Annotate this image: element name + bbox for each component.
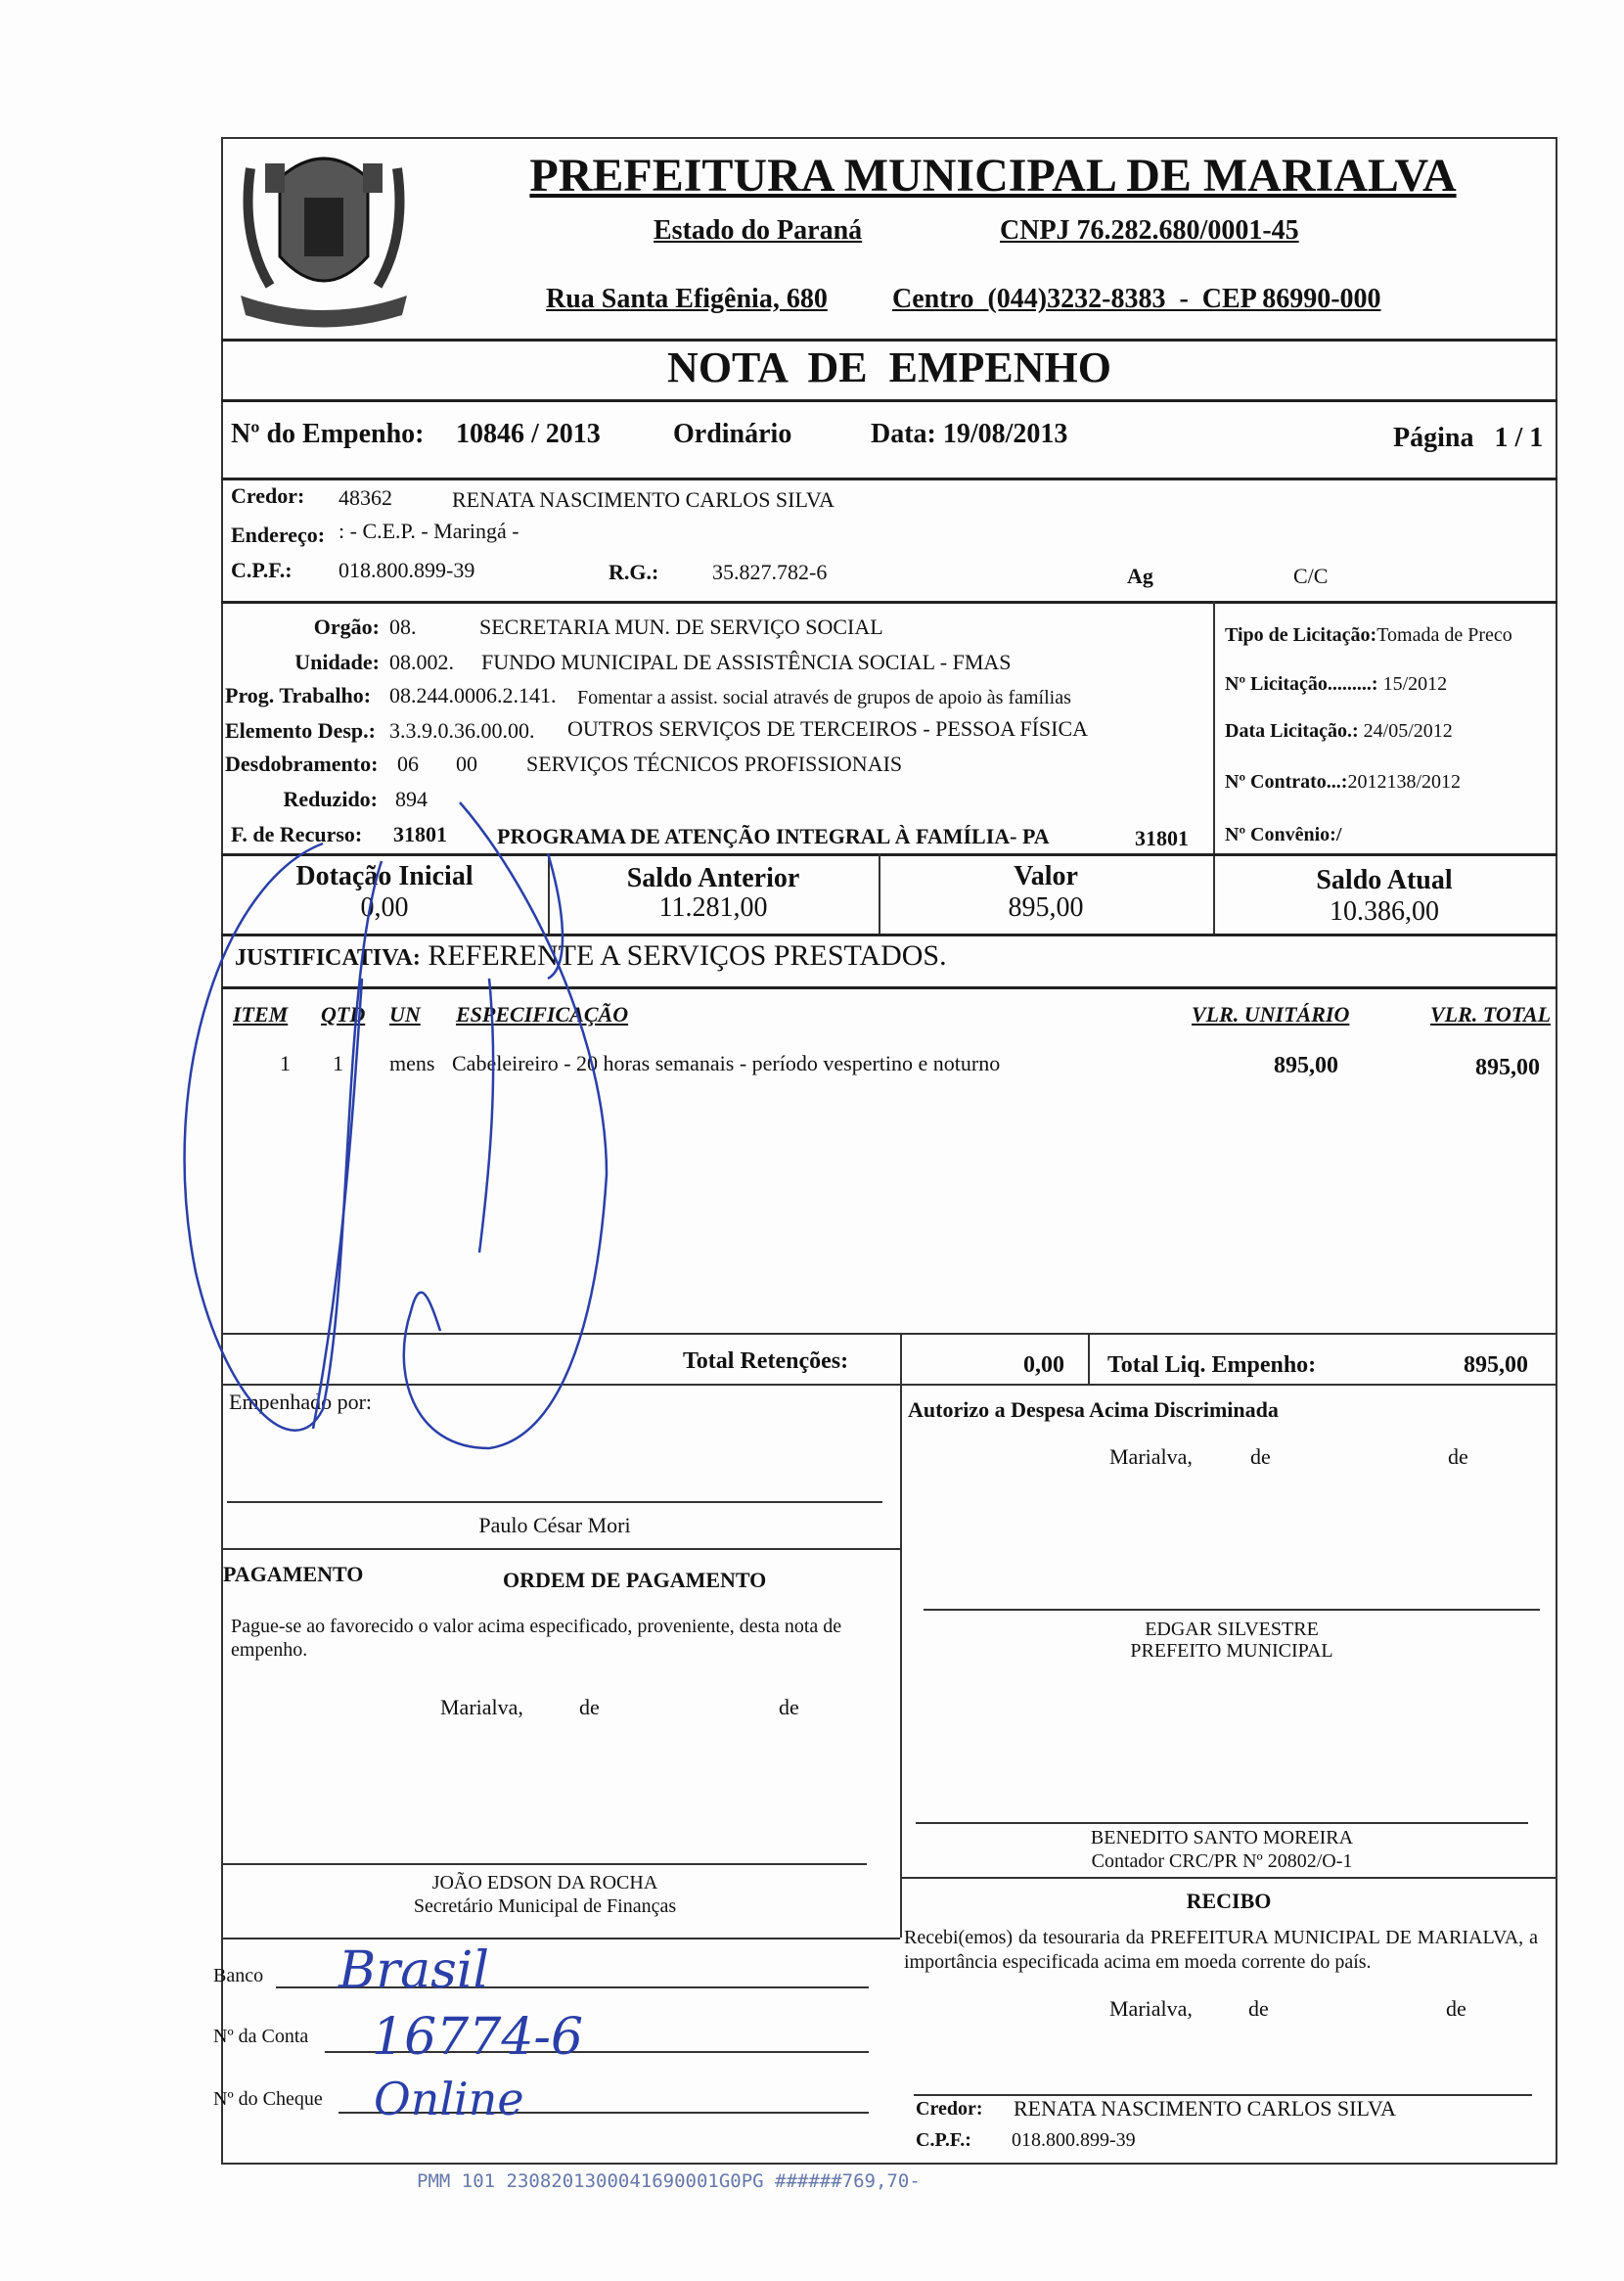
- cpf-value: 018.800.899-39: [338, 558, 475, 582]
- empenho-date: Data: 19/08/2013: [871, 419, 1068, 449]
- orgao-label: Orgão:: [313, 615, 380, 639]
- prefeito-title: PREFEITO MUNICIPAL: [1130, 1640, 1333, 1662]
- empenhado-por-label: Empenhado por:: [229, 1390, 373, 1414]
- endereco-value: : - C.E.P. - Maringá -: [338, 519, 519, 543]
- rg-value: 35.827.782-6: [712, 560, 828, 584]
- elemento-value: 3.3.9.0.36.00.00.: [389, 718, 535, 743]
- justificativa-text: REFERENTE A SERVIÇOS PRESTADOS.: [428, 939, 947, 972]
- retencoes-label: Total Retenções:: [683, 1348, 849, 1374]
- conta-corrente-label: C/C: [1293, 564, 1329, 588]
- retencoes-value: 0,00: [1023, 1352, 1064, 1378]
- col-header-un: UN: [389, 1002, 421, 1026]
- empenho-number-label: Nº do Empenho:: [231, 419, 425, 449]
- header-cnpj: CNPJ 76.282.680/0001-45: [1000, 215, 1299, 246]
- valor-label: Valor: [1014, 861, 1078, 891]
- elemento-label: Elemento Desp.:: [225, 718, 376, 743]
- numero-licitacao-value: 15/2012: [1382, 673, 1448, 695]
- banco-handwritten: Brasil: [338, 1941, 490, 2000]
- header-district-phone-cep: Centro (044)3232-8383 - CEP 86990-000: [892, 284, 1381, 314]
- desdobramento-label: Desdobramento:: [225, 752, 379, 776]
- secretario-name: JOÃO EDSON DA ROCHA: [431, 1872, 658, 1893]
- prog-trabalho-desc: Fomentar a assist. social através de grupos de apoio às famílias: [577, 687, 1071, 708]
- data-licitacao-label: Data Licitação.:: [1225, 720, 1359, 742]
- orgao-value: 08.: [389, 615, 417, 639]
- saldo-atual-label: Saldo Atual: [1316, 865, 1453, 895]
- dotacao-inicial-value: 0,00: [360, 892, 409, 923]
- conta-label: Nº da Conta: [213, 2026, 309, 2047]
- prefeito-name: EDGAR SILVESTRE: [1145, 1619, 1319, 1640]
- tipo-licitacao-label: Tipo de Licitação:: [1225, 624, 1377, 646]
- recibo-text: Recebi(emos) da tesouraria da PREFEITURA MUNICIPAL DE MARIALVA, a importância especificada acima em moeda corrente do país.: [904, 1927, 1538, 1973]
- contador-title: Contador CRC/PR Nº 20802/O-1: [1091, 1850, 1353, 1872]
- saldo-anterior-label: Saldo Anterior: [626, 863, 800, 893]
- recibo-de2: de: [1446, 1996, 1466, 2021]
- recurso-code: 31801: [1135, 826, 1189, 850]
- row-vlr-total: 895,00: [1475, 1055, 1540, 1080]
- total-liquido-label: Total Liq. Empenho:: [1107, 1352, 1317, 1378]
- recibo-de1: de: [1248, 1996, 1269, 2021]
- tipo-licitacao-value: Tomada de Preco: [1376, 624, 1512, 646]
- unidade-label: Unidade:: [294, 650, 380, 674]
- saldo-anterior-value: 11.281,00: [658, 892, 768, 923]
- row-qtd: 1: [333, 1051, 343, 1075]
- col-header-vlr-unitario: VLR. UNITÁRIO: [1192, 1002, 1350, 1026]
- recibo-credor-label: Credor:: [916, 2098, 983, 2120]
- empenho-type: Ordinário: [673, 419, 792, 449]
- prog-trabalho-label: Prog. Trabalho:: [225, 683, 372, 707]
- credor-code: 48362: [338, 485, 392, 510]
- secretario-title: Secretário Municipal de Finanças: [413, 1895, 677, 1917]
- agencia-label: Ag: [1127, 564, 1153, 588]
- reduzido-value: 894: [395, 787, 428, 811]
- empenhado-por-name: Paulo César Mori: [478, 1513, 631, 1537]
- autorizo-place: Marialva,: [1109, 1444, 1193, 1469]
- unidade-value: 08.002.: [389, 650, 454, 674]
- numero-licitacao-label: Nº Licitação.........:: [1225, 673, 1378, 695]
- conta-handwritten: 16774-6: [372, 2008, 584, 2067]
- footer-code: PMM 101 2308201300041690001G0PG ######769,70-: [417, 2170, 921, 2192]
- reduzido-label: Reduzido:: [283, 787, 378, 811]
- header-address: Rua Santa Efigênia, 680: [546, 284, 828, 314]
- row-item: 1: [280, 1051, 291, 1075]
- page-number: Página 1 / 1: [1393, 423, 1544, 453]
- endereco-label: Endereço:: [231, 523, 326, 547]
- recibo-cpf-value: 018.800.899-39: [1012, 2129, 1136, 2151]
- numero-contrato-label: Nº Contrato...:: [1225, 771, 1348, 793]
- col-header-especificacao: ESPECIFICAÇÃO: [456, 1002, 629, 1026]
- desdobramento-b: 00: [456, 752, 477, 776]
- ordem-pagamento-label: ORDEM DE PAGAMENTO: [503, 1568, 767, 1592]
- numero-convenio-label: Nº Convênio:/: [1225, 824, 1342, 845]
- prog-trabalho-value: 08.244.0006.2.141.: [389, 683, 557, 707]
- header-state: Estado do Paraná: [654, 215, 863, 246]
- recibo-credor-name: RENATA NASCIMENTO CARLOS SILVA: [1014, 2096, 1396, 2121]
- autorizo-text: Autorizo a Despesa Acima Discriminada: [908, 1397, 1279, 1422]
- desdobramento-desc: SERVIÇOS TÉCNICOS PROFISSIONAIS: [526, 752, 903, 776]
- pagamento-text: Pague-se ao favorecido o valor acima especificado, proveniente, desta nota de empenho.: [231, 1616, 842, 1661]
- unidade-desc: FUNDO MUNICIPAL DE ASSISTÊNCIA SOCIAL - FMAS: [481, 650, 1012, 674]
- pagamento-label: PAGAMENTO: [223, 1562, 364, 1586]
- cheque-handwritten: Online: [374, 2073, 524, 2125]
- autorizo-de1: de: [1250, 1444, 1271, 1469]
- banco-label: Banco: [213, 1965, 264, 1986]
- valor-value: 895,00: [1008, 892, 1084, 923]
- row-un: mens: [389, 1051, 435, 1075]
- rg-label: R.G.:: [609, 560, 659, 584]
- data-licitacao-value: 24/05/2012: [1363, 720, 1453, 742]
- numero-contrato-value: 2012138/2012: [1347, 771, 1462, 793]
- row-especificacao: Cabeleireiro - 20 horas semanais - período vespertino e noturno: [452, 1051, 1001, 1075]
- empenho-number: 10846 / 2013: [456, 419, 601, 449]
- orgao-desc: SECRETARIA MUN. DE SERVIÇO SOCIAL: [479, 615, 883, 639]
- pagamento-place: Marialva,: [440, 1695, 523, 1719]
- header-title: PREFEITURA MUNICIPAL DE MARIALVA: [529, 150, 1457, 202]
- autorizo-de2: de: [1448, 1444, 1468, 1469]
- dotacao-inicial-label: Dotação Inicial: [295, 861, 474, 891]
- col-header-qtd: QTD: [321, 1002, 366, 1026]
- recurso-desc: PROGRAMA DE ATENÇÃO INTEGRAL À FAMÍLIA- PA: [497, 824, 1050, 848]
- saldo-atual-value: 10.386,00: [1330, 896, 1439, 927]
- justificativa-label: JUSTIFICATIVA:: [235, 945, 421, 971]
- desdobramento-a: 06: [397, 752, 419, 776]
- doc-title: NOTA DE EMPENHO: [667, 343, 1111, 391]
- total-liquido-value: 895,00: [1464, 1352, 1528, 1378]
- pagamento-de2: de: [779, 1695, 799, 1719]
- col-header-item: ITEM: [233, 1002, 289, 1026]
- recibo-title: RECIBO: [1186, 1889, 1272, 1913]
- cheque-label: Nº do Cheque: [213, 2088, 323, 2110]
- col-header-vlr-total: VLR. TOTAL: [1430, 1002, 1552, 1026]
- elemento-desc: OUTROS SERVIÇOS DE TERCEIROS - PESSOA FÍSICA: [567, 716, 1089, 741]
- row-vlr-unitario: 895,00: [1274, 1053, 1338, 1078]
- credor-label: Credor:: [231, 483, 305, 508]
- contador-name: BENEDITO SANTO MOREIRA: [1090, 1827, 1354, 1848]
- recibo-place: Marialva,: [1109, 1996, 1193, 2021]
- recurso-label: F. de Recurso:: [231, 822, 363, 846]
- credor-name: RENATA NASCIMENTO CARLOS SILVA: [452, 487, 835, 512]
- recibo-cpf-label: C.P.F.:: [916, 2129, 971, 2151]
- cpf-label: C.P.F.:: [231, 558, 293, 582]
- recurso-value: 31801: [393, 822, 447, 846]
- pagamento-de1: de: [579, 1695, 600, 1719]
